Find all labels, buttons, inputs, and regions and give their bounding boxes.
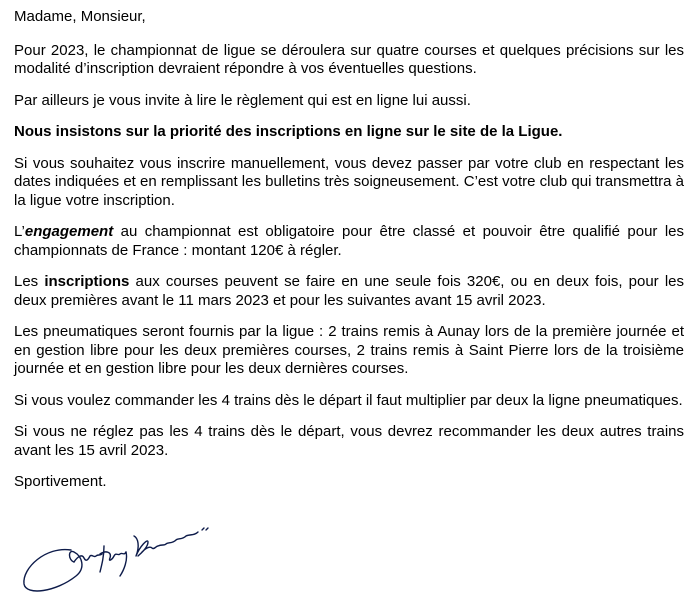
paragraph-order-tyres: Si vous voulez commander les 4 trains dès le départ il faut multiplier par deux la ligne pneumatiques.: [14, 391, 683, 409]
paragraph-reglement: Par ailleurs je vous invite à lire le règlement qui est en ligne lui aussi.: [14, 91, 471, 109]
paragraph-reorder-tyres: Si vous ne réglez pas les 4 trains dès le départ, vous devrez recommander les deux autres trains avant les 15 avril 2023.: [14, 423, 684, 459]
engagement-emphasis: engagement: [24, 223, 114, 240]
paragraph-online-priority: Nous insistons sur la priorité des inscriptions en ligne sur le site de la Ligue.: [14, 123, 563, 140]
paragraph-tyres: Les pneumatiques seront fournis par la ligue : 2 trains remis à Aunay lors de la première journée et en gestion libre pour les deux premières courses, 2 trains remis à Saint Pierre lors de la troisième journée et en gestion libre pour les deux dernières courses.: [14, 323, 684, 377]
engagement-prefix: L’: [14, 223, 25, 240]
inscriptions-prefix: Les: [14, 273, 45, 290]
paragraph-inscriptions: [14, 273, 684, 310]
signature: [16, 516, 216, 600]
inscriptions-emphasis: inscriptions: [44, 273, 130, 290]
paragraph-engagement: [14, 223, 684, 260]
letter-body: [14, 8, 684, 505]
closing: Sportivement.: [14, 473, 107, 490]
inscriptions-rest: aux courses peuvent se faire en une seule fois 320€, ou en deux fois, pour les deux premières avant le 11 mars 2023 et pour les suivantes avant 15 avril 2023.: [14, 273, 684, 309]
engagement-rest: au championnat est obligatoire pour être classé et pouvoir être qualifié pour les championnats de France : montant 120€ à régler.: [14, 223, 684, 259]
salutation: Madame, Monsieur,: [14, 8, 146, 25]
paragraph-intro: Pour 2023, le championnat de ligue se déroulera sur quatre courses et quelques précisions sur les modalité d’inscription devraient répondre à vos éventuelles questions.: [14, 41, 684, 77]
paragraph-manual-registration: Si vous souhaitez vous inscrire manuellement, vous devez passer par votre club en respectant les dates indiquées et en remplissant les bulletins très soigneusement. C’est votre club qui transmettra à la ligue votre inscription.: [14, 154, 684, 209]
